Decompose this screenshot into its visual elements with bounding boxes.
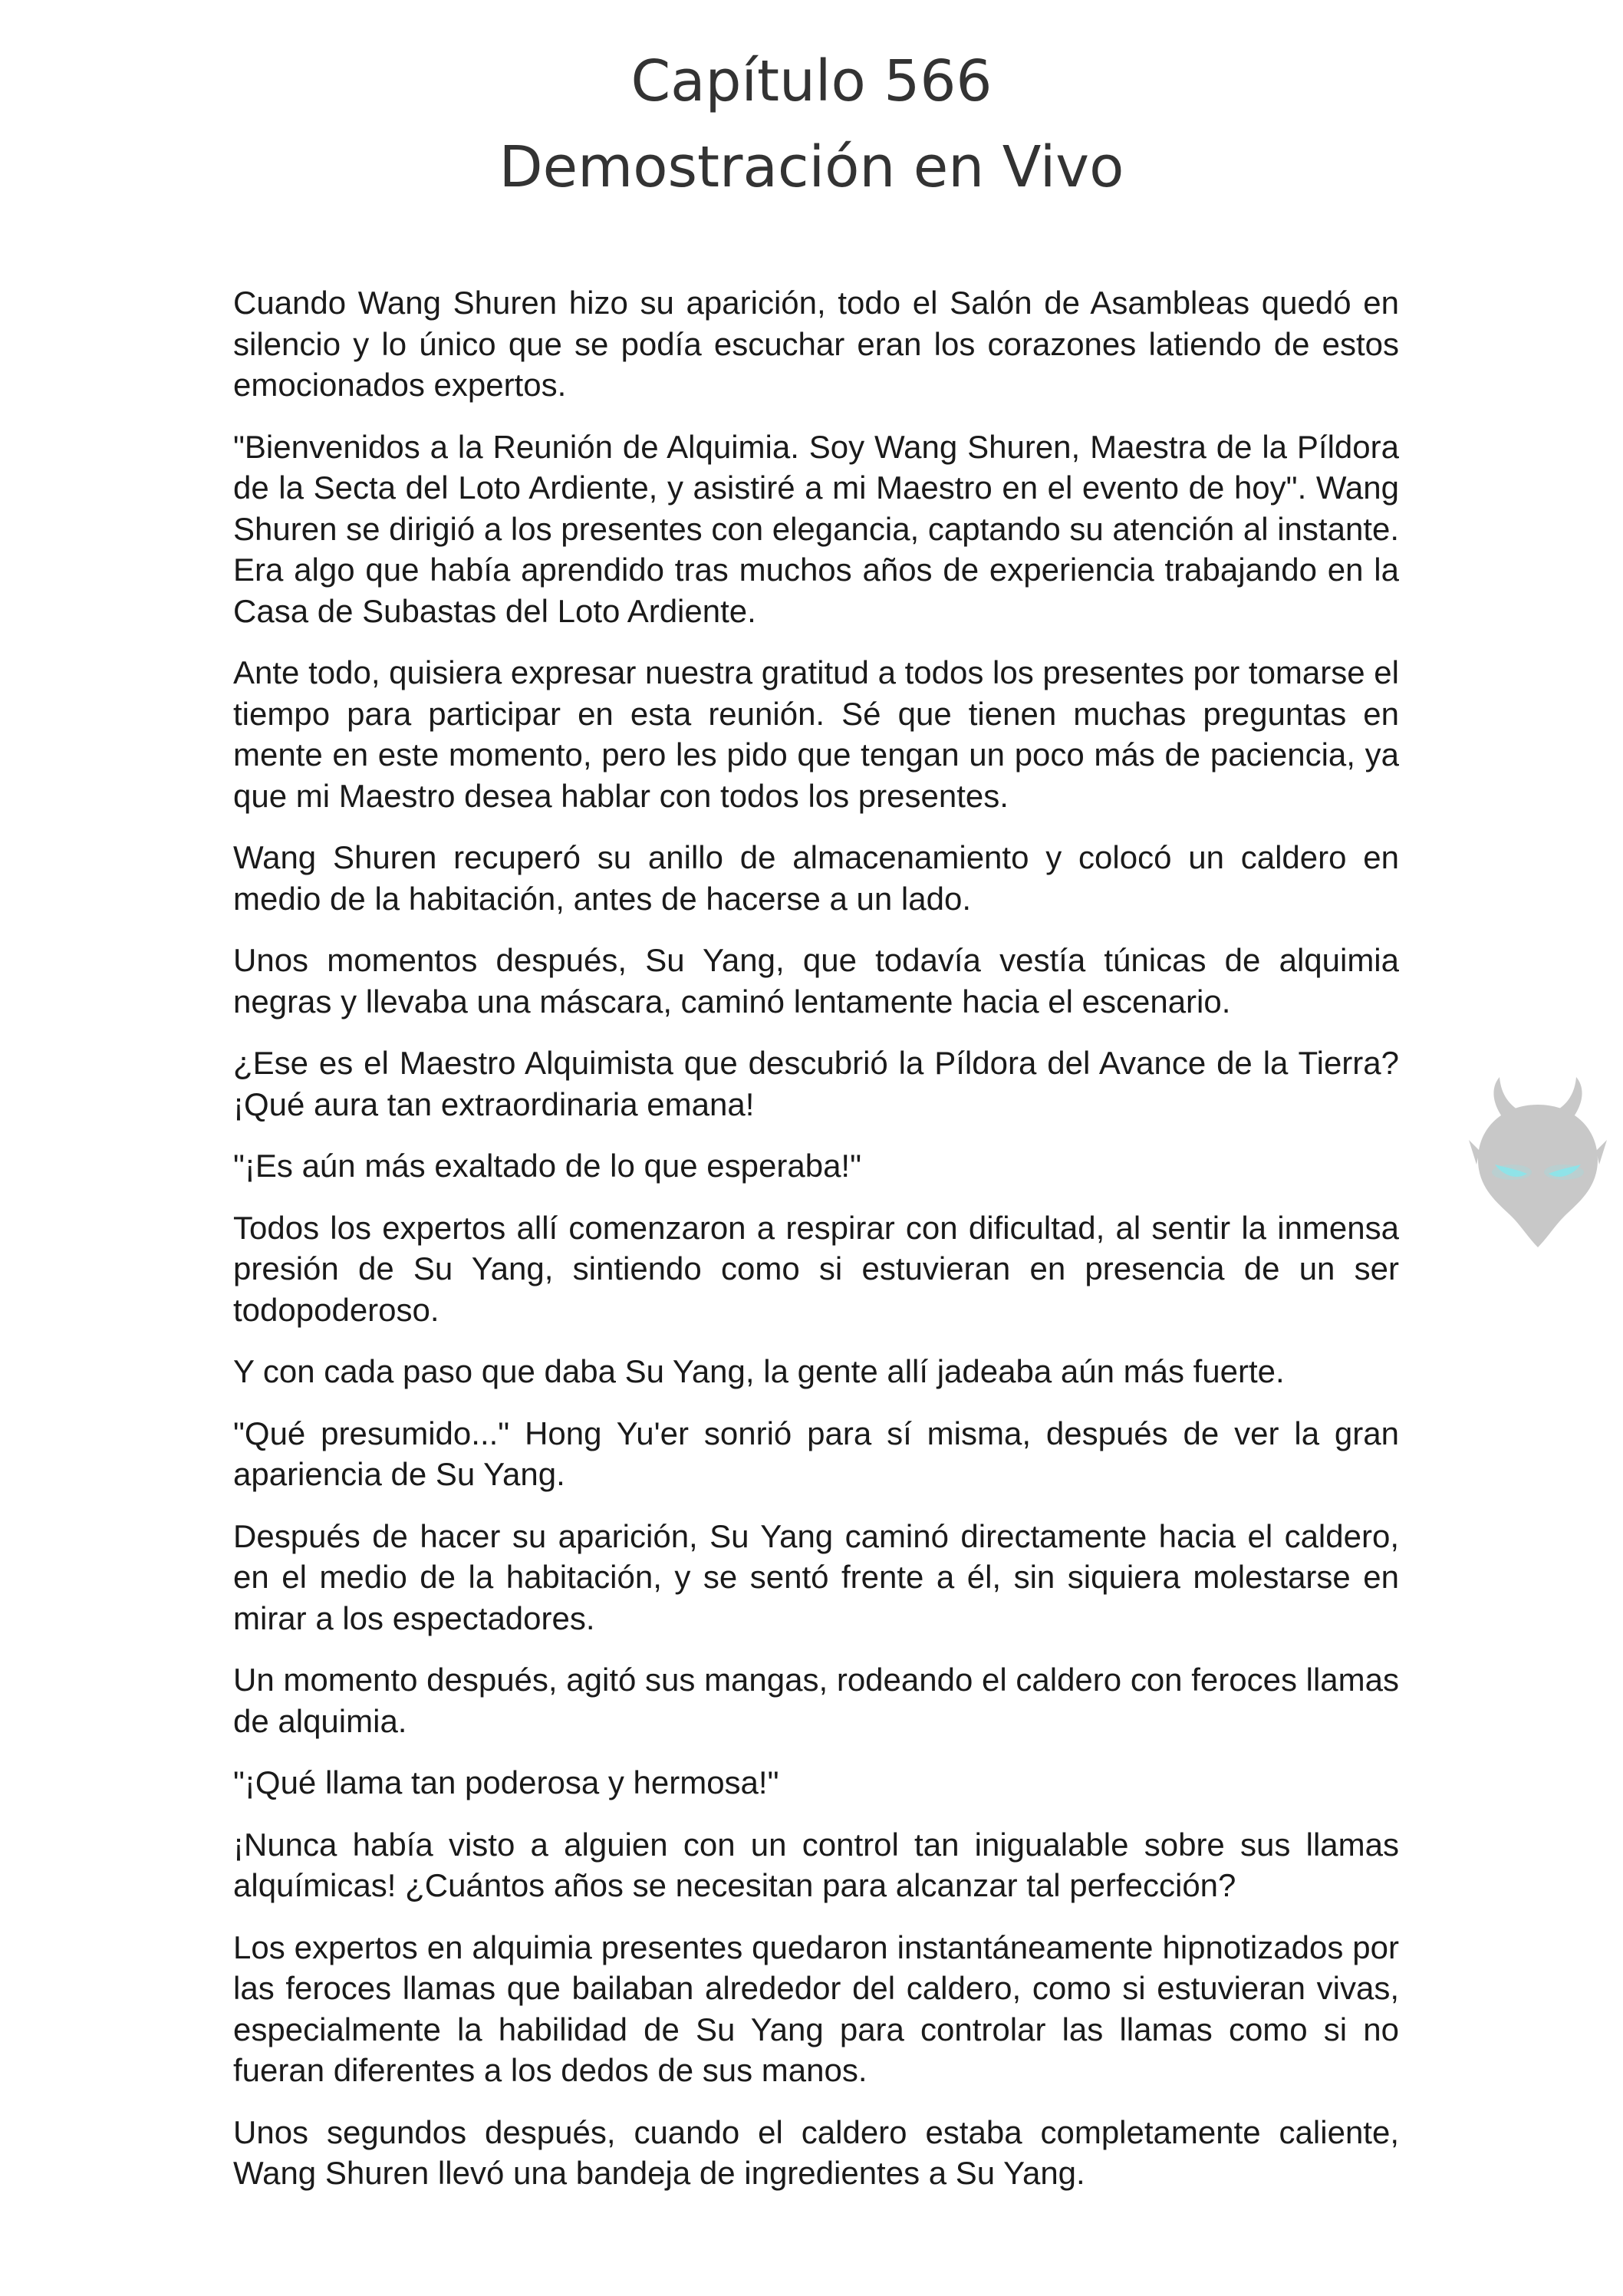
paragraph: "¡Es aún más exaltado de lo que esperaba!": [233, 1148, 861, 1184]
paragraph: Los expertos en alquimia presentes quedaron instantáneamente hipnotizados por las feroces llamas que bailaban alrededor del caldero, como si estuvieran vivas, especialmente la habilidad de Su Yang para controlar las llamas como si no fueran diferentes a los dedos de sus manos.: [233, 1929, 1399, 2088]
paragraph: Después de hacer su aparición, Su Yang caminó directamente hacia el caldero, en el medio de la habitación, y se sentó frente a él, sin siquiera molestarse en mirar a los espectadores.: [233, 1517, 1399, 1636]
chapter-number: Capítulo 566: [630, 48, 993, 114]
paragraph: Unos momentos después, Su Yang, que todavía vestía túnicas de alquimia negras y llevaba una máscara, caminó lentamente hacia el escenario.: [233, 942, 1399, 1020]
paragraph: Unos segundos después, cuando el caldero estaba completamente caliente, Wang Shuren llevó una bandeja de ingredientes a Su Yang.: [233, 2113, 1399, 2191]
paragraph: Todos los expertos allí comenzaron a respirar con dificultad, al sentir la inmensa presión de Su Yang, sintiendo como si estuvieran en presencia de un ser todopoderoso.: [233, 1209, 1399, 1328]
chapter-body: [233, 282, 1399, 2215]
paragraph: "Bienvenidos a la Reunión de Alquimia. Soy Wang Shuren, Maestra de la Píldora de la Secta del Loto Ardiente, y asistiré a mi Maestro en el evento de hoy". Wang Shuren se dirigió a los presentes con elegancia, captando su atención al instante. Era algo que había aprendido tras muchos años de experiencia trabajando en la Casa de Subastas del Loto Ardiente.: [233, 428, 1399, 629]
paragraph: Wang Shuren recuperó su anillo de almacenamiento y colocó un caldero en medio de la habitación, antes de hacerse a un lado.: [233, 839, 1399, 917]
paragraph: Ante todo, quisiera expresar nuestra gratitud a todos los presentes por tomarse el tiempo para participar en esta reunión. Sé que tienen muchas preguntas en mente en este momento, pero les pido que tengan un poco más de paciencia, ya que mi Maestro desea hablar con todos los presentes.: [233, 654, 1399, 814]
chapter-name: Demostración en Vivo: [499, 134, 1124, 200]
demon-head-icon: [1469, 1074, 1607, 1250]
paragraph: ¿Ese es el Maestro Alquimista que descubrió la Píldora del Avance de la Tierra? ¡Qué aura tan extraordinaria emana!: [233, 1045, 1399, 1122]
paragraph: Un momento después, agitó sus mangas, rodeando el caldero con feroces llamas de alquimia.: [233, 1662, 1399, 1739]
chapter-title: [0, 38, 1623, 210]
paragraph: Cuando Wang Shuren hizo su aparición, todo el Salón de Asambleas quedó en silencio y lo único que se podía escuchar eran los corazones latiendo de estos emocionados expertos.: [233, 285, 1399, 403]
paragraph: ¡Nunca había visto a alguien con un control tan inigualable sobre sus llamas alquímicas! ¿Cuántos años se necesitan para alcanzar tal perfección?: [233, 1826, 1399, 1903]
paragraph: "¡Qué llama tan poderosa y hermosa!": [233, 1764, 779, 1800]
paragraph: "Qué presumido..." Hong Yu'er sonrió para sí misma, después de ver la gran apariencia de Su Yang.: [233, 1415, 1399, 1492]
paragraph: Y con cada paso que daba Su Yang, la gente allí jadeaba aún más fuerte.: [233, 1353, 1285, 1389]
